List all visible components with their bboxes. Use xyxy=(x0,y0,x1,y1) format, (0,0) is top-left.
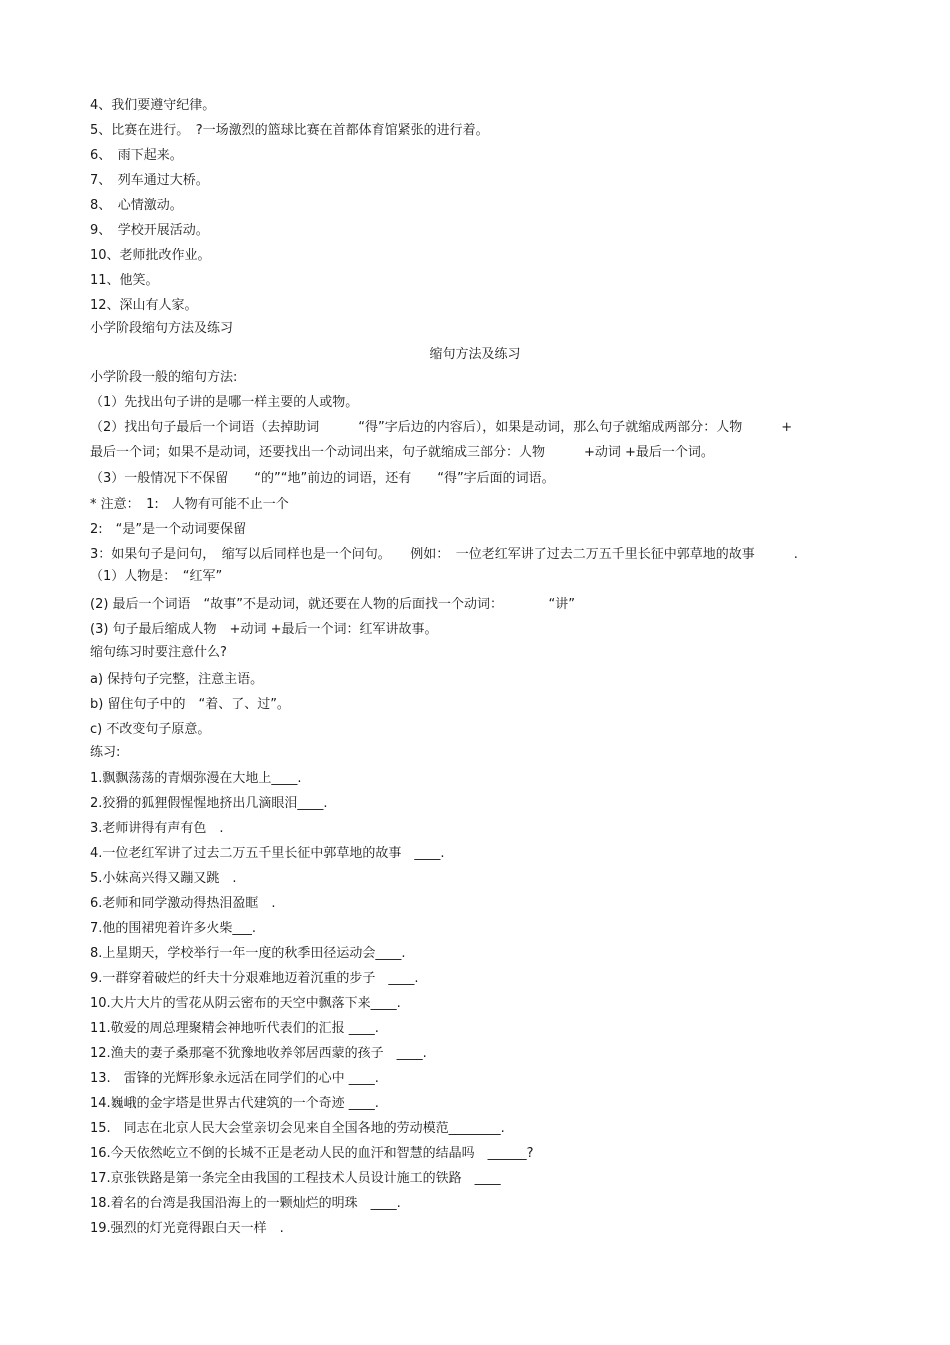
exercise-item: 2.狡猾的狐狸假惺惺地挤出几滴眼泪____. xyxy=(90,796,328,811)
method-line: 练习: xyxy=(90,745,121,760)
document-title: 缩句方法及练习 xyxy=(429,347,521,362)
exercise-item: 8.上星期天，学校举行一年一度的秋季田径运动会____. xyxy=(90,946,406,961)
exercise-item: 3.老师讲得有声有色 . xyxy=(90,821,224,836)
method-line: （3）一般情况下不保留 “的”“地”前边的词语，还有 “得”字后面的词语。 xyxy=(90,471,555,486)
method-line: 3：如果句子是问句， 缩写以后同样也是一个问句。 例如： 一位老红军讲了过去二万五千里长征中郭草地的故事 . xyxy=(90,547,798,562)
method-line: （2）找出句子最后一个词语（去掉助词 “得”字后边的内容后），如果是动词，那么句子就缩成两部分：人物 + xyxy=(90,420,793,435)
method-line: * 注意： 1: 人物有可能不止一个 xyxy=(90,497,289,512)
method-line: (3) 句子最后缩成人物 +动词 +最后一个词：红军讲故事。 xyxy=(90,622,438,637)
exercise-item: 7.他的围裙兜着许多火柴___. xyxy=(90,921,257,936)
method-line: 2: “是”是一个动词要保留 xyxy=(90,522,247,537)
list-item: 12、深山有人家。 xyxy=(90,298,198,313)
exercise-item: 4.一位老红军讲了过去二万五千里长征中郭草地的故事 ____. xyxy=(90,846,445,861)
method-line: (2) 最后一个词语 “故事”不是动词，就还要在人物的后面找一个动词： “讲” xyxy=(90,597,575,612)
exercise-item: 11.敬爱的周总理聚精会神地听代表们的汇报 ____. xyxy=(90,1021,379,1036)
list-item: 8、 心情激动。 xyxy=(90,198,183,213)
section-heading: 小学阶段缩句方法及练习 xyxy=(90,321,234,336)
exercise-item: 12.渔夫的妻子桑那毫不犹豫地收养邻居西蒙的孩子 ____. xyxy=(90,1046,427,1061)
method-line: a) 保持句子完整，注意主语。 xyxy=(90,672,264,687)
list-item: 7、 列车通过大桥。 xyxy=(90,173,209,188)
list-item: 5、比赛在进行。 ?一场激烈的篮球比赛在首都体育馆紧张的进行着。 xyxy=(90,123,489,138)
list-item: 9、 学校开展活动。 xyxy=(90,223,209,238)
list-item: 10、老师批改作业。 xyxy=(90,248,211,263)
exercise-item: 1.飘飘荡荡的青烟弥漫在大地上____. xyxy=(90,771,302,786)
method-line: 缩句练习时要注意什么? xyxy=(90,645,227,660)
method-line: （1）先找出句子讲的是哪一样主要的人或物。 xyxy=(90,395,359,410)
exercise-item: 15. 同志在北京人民大会堂亲切会见来自全国各地的劳动模范________. xyxy=(90,1121,505,1136)
exercise-item: 13. 雷锋的光辉形象永远活在同学们的心中 ____. xyxy=(90,1071,379,1086)
exercise-item: 14.巍峨的金字塔是世界古代建筑的一个奇迹 ____. xyxy=(90,1096,379,1111)
exercise-item: 16.今天依然屹立不倒的长城不正是老动人民的血汗和智慧的结晶吗 ______? xyxy=(90,1146,534,1161)
list-item: 4、我们要遵守纪律。 xyxy=(90,98,216,113)
exercise-item: 18.着名的台湾是我国沿海上的一颗灿烂的明珠 ____. xyxy=(90,1196,401,1211)
method-line: b) 留住句子中的 “着、了、过”。 xyxy=(90,697,290,712)
method-line: 最后一个词；如果不是动词，还要找出一个动词出来，句子就缩成三部分：人物 +动词 +最后一个词。 xyxy=(90,445,714,460)
exercise-item: 9.一群穿着破烂的纤夫十分艰难地迈着沉重的步子 ____. xyxy=(90,971,419,986)
exercise-item: 17.京张铁路是第一条完全由我国的工程技术人员设计施工的铁路 ____ xyxy=(90,1171,501,1186)
list-item: 6、 雨下起来。 xyxy=(90,148,183,163)
list-item: 11、他笑。 xyxy=(90,273,159,288)
exercise-item: 10.大片大片的雪花从阴云密布的天空中飘落下来____. xyxy=(90,996,401,1011)
method-line: 小学阶段一般的缩句方法: xyxy=(90,370,238,385)
exercise-item: 19.强烈的灯光竟得跟白天一样 . xyxy=(90,1221,284,1236)
exercise-item: 6.老师和同学激动得热泪盈眶 . xyxy=(90,896,276,911)
exercise-item: 5.小妹高兴得又蹦又跳 . xyxy=(90,871,237,886)
method-line: （1）人物是： “红军” xyxy=(90,569,223,584)
method-line: c) 不改变句子原意。 xyxy=(90,722,211,737)
